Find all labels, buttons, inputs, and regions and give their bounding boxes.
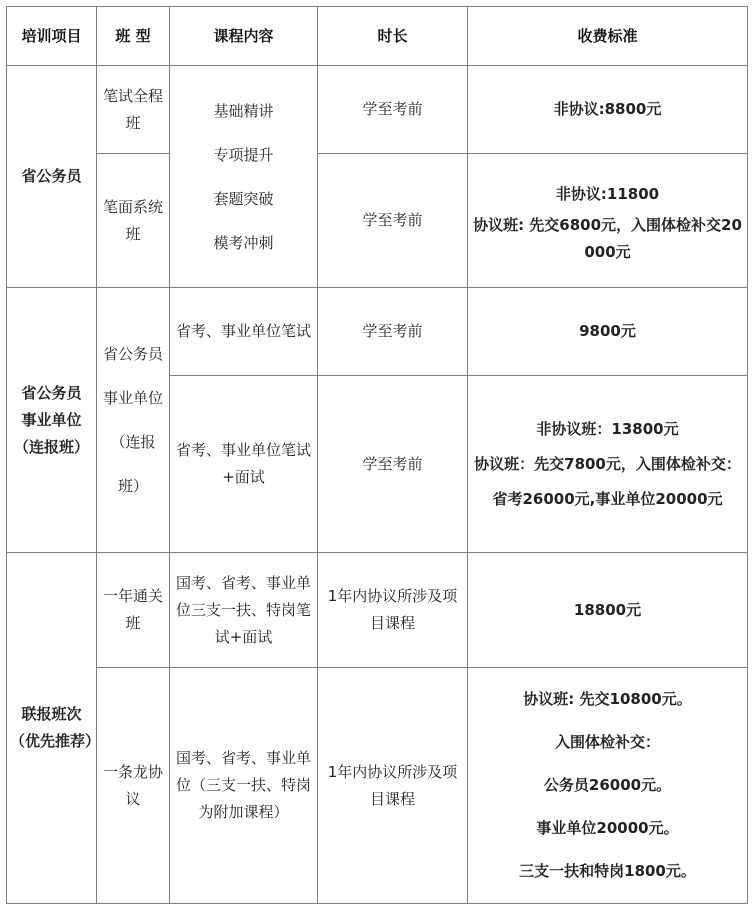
course-content-item: 套题突破	[213, 189, 274, 208]
course-content-item: 基础精讲	[213, 101, 274, 120]
project-label: 省公务员	[21, 383, 82, 402]
table-row	[7, 553, 748, 668]
course-content-cell: 国考、省考、事业单位三支一扶、特岗笔试+面试	[170, 553, 318, 668]
course-content-cell: 省考、事业单位笔试+面试	[170, 376, 318, 553]
class-type-cell: 笔试全程班	[97, 66, 170, 154]
table-row	[7, 66, 748, 154]
duration-cell: 学至考前	[318, 154, 468, 288]
project-cell	[7, 288, 97, 553]
class-type-line: （连报班）	[110, 433, 156, 495]
fee-cell	[468, 288, 748, 376]
header-duration: 时长	[318, 7, 468, 66]
fee-line: 省考26000元,事业单位20000元	[492, 489, 723, 508]
fee-cell	[468, 154, 748, 288]
class-type-line: 省公务员	[102, 345, 163, 363]
fee-line: 18800元	[573, 600, 642, 619]
fee-line: 事业单位20000元。	[536, 819, 679, 837]
fee-cell	[468, 66, 748, 154]
fee-line: 非协议:8800元	[553, 100, 662, 118]
course-content-item: 模考冲刺	[213, 233, 274, 252]
fee-line: 公务员26000元。	[543, 776, 672, 794]
fee-line: 协议班: 先交6800元，入围体检补交20000元	[473, 215, 742, 261]
project-cell	[7, 66, 97, 288]
course-content-cell: 国考、省考、事业单位（三支一扶、特岗为附加课程）	[170, 668, 318, 904]
header-fee: 收费标准	[468, 7, 748, 66]
fee-table	[6, 6, 748, 904]
header-project: 培训项目	[7, 7, 97, 66]
class-type-cell	[97, 288, 170, 553]
duration-cell: 学至考前	[318, 376, 468, 553]
class-type-cell: 一条龙协议	[97, 668, 170, 904]
fee-line: 9800元	[579, 322, 636, 340]
project-cell	[7, 553, 101, 904]
project-label: 联报班次	[21, 705, 82, 723]
duration-cell: 1年内协议所涉及项目课程	[318, 553, 468, 668]
class-type-cell: 一年通关班	[97, 553, 170, 668]
course-content-cell: 省考、事业单位笔试	[170, 288, 318, 376]
course-content-item: 专项提升	[213, 145, 274, 164]
class-type-line: 事业单位	[102, 389, 163, 407]
header-course-content: 课程内容	[170, 7, 318, 66]
course-content-cell	[170, 66, 318, 288]
duration-cell: 1年内协议所涉及项目课程	[318, 668, 468, 904]
duration-cell: 学至考前	[318, 66, 468, 154]
fee-cell	[468, 553, 748, 668]
project-label: 事业单位	[21, 410, 82, 429]
project-label: 省公务员	[21, 167, 82, 185]
fee-line: 协议班：先交7800元，入围体检补交：	[474, 454, 741, 473]
table-row	[7, 288, 748, 376]
fee-line: 三支一扶和特岗1800元。	[519, 862, 696, 880]
fee-line: 入围体检补交：	[554, 733, 660, 751]
project-label: （连报班）	[13, 437, 89, 456]
fee-cell	[468, 376, 748, 553]
class-type-cell: 笔面系统班	[97, 154, 170, 288]
table-row	[7, 154, 748, 288]
header-class-type: 班 型	[97, 7, 170, 66]
fee-line: 协议班: 先交10800元。	[523, 690, 692, 708]
project-label: （优先推荐）	[10, 732, 101, 750]
duration-cell: 学至考前	[318, 288, 468, 376]
fee-cell	[468, 668, 748, 904]
header-row	[7, 7, 748, 66]
fee-line: 非协议班：13800元	[536, 419, 679, 438]
fee-line: 非协议:11800	[555, 184, 660, 203]
table-row	[7, 668, 748, 904]
